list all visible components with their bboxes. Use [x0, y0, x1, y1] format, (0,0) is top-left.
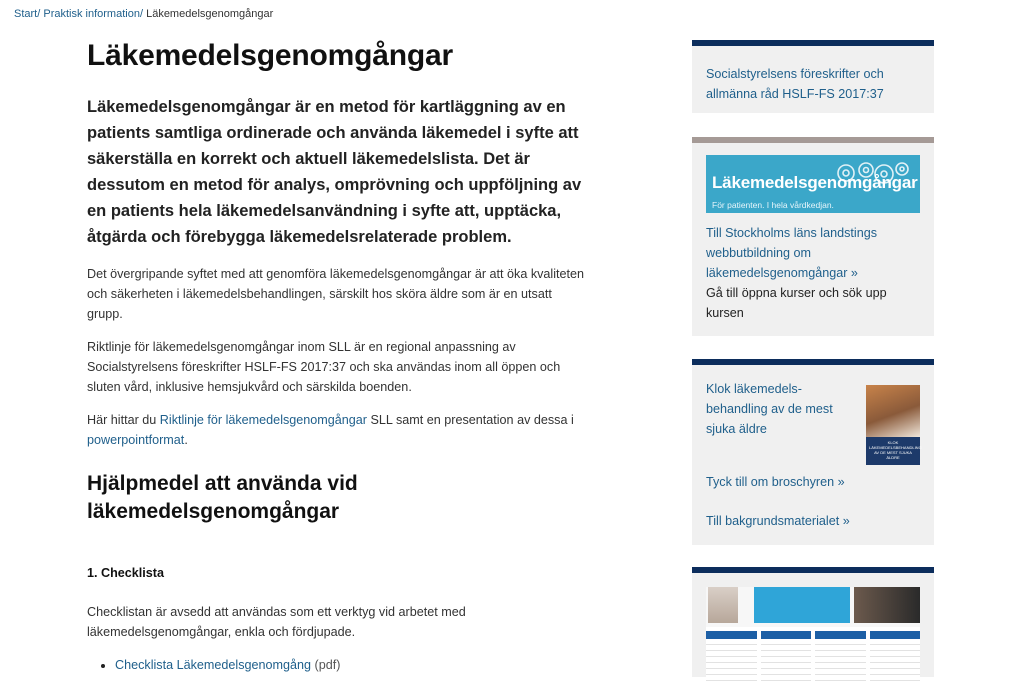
paragraph-guideline: Riktlinje för läkemedelsgenomgångar inom SLL är en regional anpassning av Socialstyrelsens föreskrifter HSLF-FS 2017:37 och ska användas inom all öppen och sluten vård, inklusive hemsjukvård och särskilda boenden. [87, 340, 561, 394]
thumbnail-portrait [708, 587, 738, 623]
section-heading-tools: Hjälpmedel att använda vid läkemedelsgenomgångar [87, 472, 358, 523]
list-item [115, 655, 587, 675]
subheading-checklist: 1. Checklista [87, 566, 165, 580]
banner-subtitle: För patienten. I hela vårdkedjan. [712, 200, 834, 210]
brochure-link[interactable]: Klok läkemedels-behandling av de mest sjuka äldre [706, 382, 833, 436]
paragraph-purpose: Det övergripande syftet med att genomföra läkemedelsgenomgångar är att öka kvaliteten och säkerheten i läkemedelsbehandlingen, särskilt hos sköra äldre som är en utsatt grupp. [87, 267, 585, 321]
thumbnail-column [761, 631, 812, 682]
brochure-cover-photo [866, 385, 920, 437]
background-material-link[interactable]: Till bakgrundsmaterialet » [706, 514, 850, 528]
paragraph-links-prefix: Här hittar du [87, 413, 160, 427]
breadcrumb-current: Läkemedelsgenomgångar [146, 8, 274, 20]
sidebar-box-brochure [692, 359, 934, 545]
brochure-cover-image[interactable] [866, 385, 920, 465]
banner-title: Läkemedelsgenomgångar [712, 173, 918, 192]
poster-thumbnail[interactable] [706, 587, 920, 682]
thumbnail-column [815, 631, 866, 682]
webcourse-instructions: Gå till öppna kurser och sök upp kursen [706, 286, 887, 320]
breadcrumb-start[interactable]: Start/ [14, 8, 41, 20]
checklist-pdf-suffix: (pdf) [311, 658, 341, 672]
thumbnail-column [870, 631, 921, 682]
page-title: Läkemedelsgenomgångar [87, 39, 453, 72]
main-content [87, 38, 587, 675]
paragraph-links-middle: SLL samt en presentation av dessa i [367, 413, 574, 427]
breadcrumb [14, 8, 273, 20]
checklist-pdf-link[interactable]: Checklista Läkemedelsgenomgång [115, 658, 312, 672]
course-banner[interactable] [706, 155, 920, 213]
powerpoint-link[interactable]: powerpointformat [87, 433, 185, 447]
brochure-cover-text: KLOK LÄKEMEDELSBEHANDLING AV DE MEST SJUKA ÄLDRE [869, 440, 922, 460]
checklist-list [87, 655, 587, 675]
paragraph-links [87, 410, 587, 450]
thumbnail-photo [854, 587, 920, 623]
lead-paragraph: Läkemedelsgenomgångar är en metod för kartläggning av en patients samtliga ordinerade och använda läkemedel i syfte att säkerställa en korrekt och aktuell läkemedelslista. Det är dessutom en metod för analys, omprövning och uppföljning av en patients hela läkemedelsanvändning i syfte att, upptäcka, åtgärda och förebygga läkemedelsrelaterade problem. [87, 98, 582, 246]
thumbnail-info-panel [754, 587, 850, 623]
thumbnail-column [706, 631, 757, 682]
breadcrumb-praktisk-information[interactable]: Praktisk information/ [43, 8, 144, 20]
paragraph-links-suffix: . [184, 433, 188, 447]
thumbnail-columns [706, 631, 920, 682]
regulations-link[interactable]: Socialstyrelsens föreskrifter och allmänna råd HSLF-FS 2017:37 [706, 67, 884, 101]
webcourse-link[interactable]: Till Stockholms läns landstings webbutbildning om läkemedelsgenomgångar » [706, 226, 878, 280]
sidebar-box-webcourse [692, 137, 934, 336]
brochure-feedback-link[interactable]: Tyck till om broschyren » [706, 475, 845, 489]
sidebar-box-regulations [692, 40, 934, 113]
paragraph-checklist: Checklistan är avsedd att användas som ett verktyg vid arbetet med läkemedelsgenomgångar, enkla och fördjupade. [87, 605, 466, 639]
sidebar-box-thumbnail [692, 567, 934, 677]
guideline-link[interactable]: Riktlinje för läkemedelsgenomgångar [159, 413, 368, 427]
